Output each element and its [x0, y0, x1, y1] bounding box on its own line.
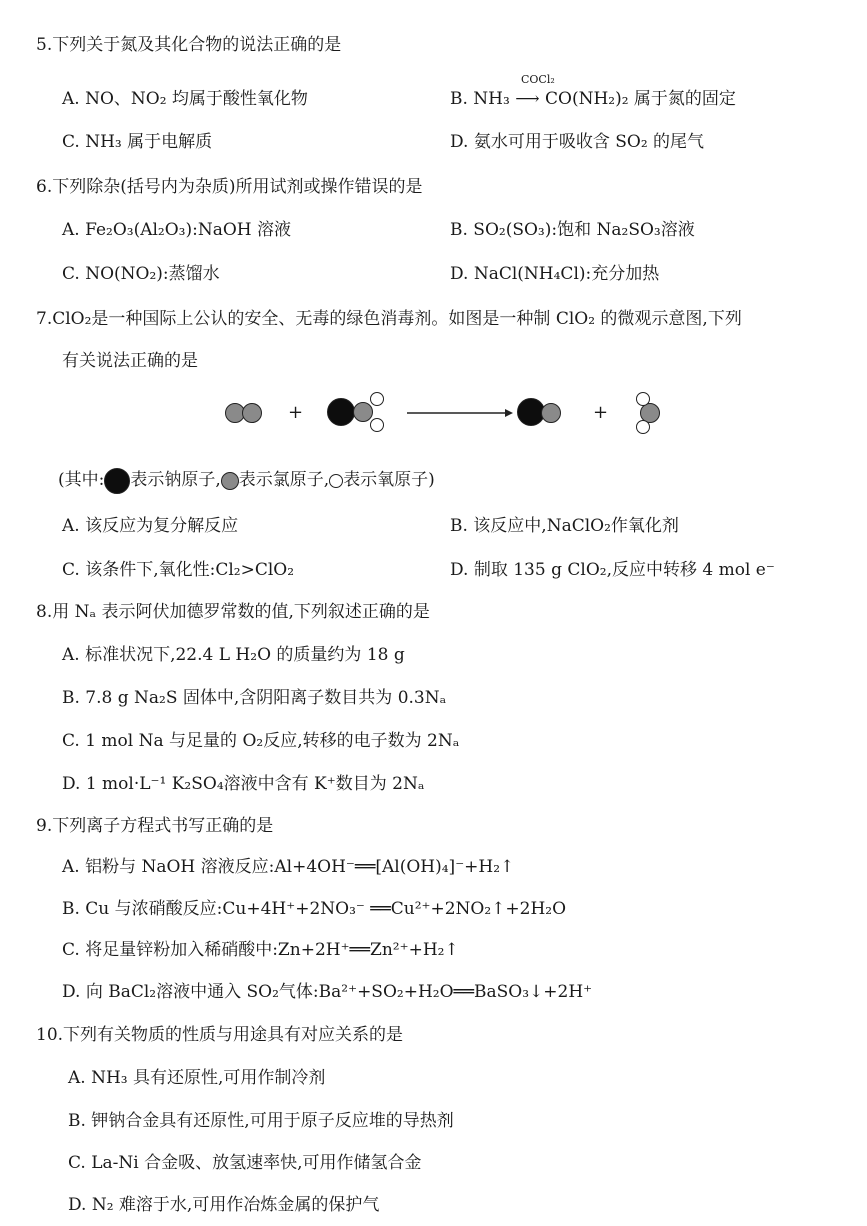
q5-option-d: D. 氨水可用于吸收含 SO₂ 的尾气	[450, 132, 705, 152]
q9-option-a: A. 铝粉与 NaOH 溶液反应:Al+4OH⁻══[Al(OH)₄]⁻+H₂↑	[62, 857, 515, 877]
o-atom	[370, 392, 384, 406]
q5-stem: 5.下列关于氮及其化合物的说法正确的是	[36, 35, 342, 55]
q8-stem: 8.用 Nₐ 表示阿伏加德罗常数的值,下列叙述正确的是	[36, 602, 430, 622]
reaction-diagram	[215, 390, 675, 440]
q5-option-a: A. NO、NO₂ 均属于酸性氧化物	[62, 89, 308, 109]
q8-option-d: D. 1 mol·L⁻¹ K₂SO₄溶液中含有 K⁺数目为 2Nₐ	[62, 774, 425, 794]
plus-sign: +	[593, 402, 609, 423]
o-atom	[370, 418, 384, 432]
q6-option-d: D. NaCl(NH₄Cl):充分加热	[450, 264, 660, 284]
q9-option-b: B. Cu 与浓硝酸反应:Cu+4H⁺+2NO₃⁻ ══Cu²⁺+2NO₂↑+2H₂O	[62, 899, 567, 919]
q7-option-b: B. 该反应中,NaClO₂作氧化剂	[450, 516, 679, 536]
chlorine-atom-icon	[221, 472, 239, 490]
q5-option-c: C. NH₃ 属于电解质	[62, 132, 213, 152]
q7-option-a: A. 该反应为复分解反应	[62, 516, 239, 536]
q5-option-b: B. NH₃ ⟶ CO(NH₂)₂ 属于氮的固定	[450, 89, 736, 109]
q8-option-c: C. 1 mol Na 与足量的 O₂反应,转移的电子数为 2Nₐ	[62, 731, 460, 751]
cl-atom	[541, 403, 561, 423]
sodium-atom-icon	[104, 468, 130, 494]
legend-oxygen-text: 表示氧原子)	[343, 470, 435, 490]
legend-sodium-text: 表示钠原子,	[130, 470, 221, 490]
cl-atom	[353, 402, 373, 422]
plus-sign: +	[288, 402, 304, 423]
oxygen-atom-icon	[329, 474, 343, 488]
q9-option-c: C. 将足量锌粉加入稀硝酸中:Zn+2H⁺══Zn²⁺+H₂↑	[62, 940, 459, 960]
legend-chlorine-text: 表示氯原子,	[238, 470, 330, 490]
q8-option-a: A. 标准状况下,22.4 L H₂O 的质量约为 18 g	[62, 645, 405, 665]
q5-arrow-condition: COCl₂	[521, 73, 555, 86]
q6-stem: 6.下列除杂(括号内为杂质)所用试剂或操作错误的是	[36, 177, 423, 197]
q10-option-c: C. La-Ni 合金吸、放氢速率快,可用作储氢合金	[68, 1153, 422, 1173]
legend-prefix: (其中:	[58, 470, 105, 490]
q7-stem-line2: 有关说法正确的是	[62, 351, 198, 371]
q10-option-d: D. N₂ 难溶于水,可用作冶炼金属的保护气	[68, 1195, 380, 1215]
q9-option-d: D. 向 BaCl₂溶液中通入 SO₂气体:Ba²⁺+SO₂+H₂O══BaSO₃↓+2H⁺	[62, 982, 593, 1002]
o-atom	[636, 420, 650, 434]
q9-stem: 9.下列离子方程式书写正确的是	[36, 816, 274, 836]
reaction-arrow-icon	[405, 406, 515, 420]
q6-option-a: A. Fe₂O₃(Al₂O₃):NaOH 溶液	[62, 220, 292, 240]
q7-option-c: C. 该条件下,氧化性:Cl₂>ClO₂	[62, 560, 295, 580]
q8-option-b: B. 7.8 g Na₂S 固体中,含阴阳离子数目共为 0.3Nₐ	[62, 688, 447, 708]
q10-option-a: A. NH₃ 具有还原性,可用作制冷剂	[68, 1068, 326, 1088]
na-atom	[327, 398, 355, 426]
q6-option-c: C. NO(NO₂):蒸馏水	[62, 264, 220, 284]
q7-legend	[58, 466, 435, 494]
q7-option-d: D. 制取 135 g ClO₂,反应中转移 4 mol e⁻	[450, 560, 775, 580]
o-atom	[636, 392, 650, 406]
q10-option-b: B. 钾钠合金具有还原性,可用于原子反应堆的导热剂	[68, 1111, 454, 1131]
q7-stem-line1: 7.ClO₂是一种国际上公认的安全、无毒的绿色消毒剂。如图是一种制 ClO₂ 的微观示意图,下列	[36, 309, 742, 329]
cl-atom	[242, 403, 262, 423]
q10-stem: 10.下列有关物质的性质与用途具有对应关系的是	[36, 1025, 404, 1045]
q6-option-b: B. SO₂(SO₃):饱和 Na₂SO₃溶液	[450, 220, 695, 240]
